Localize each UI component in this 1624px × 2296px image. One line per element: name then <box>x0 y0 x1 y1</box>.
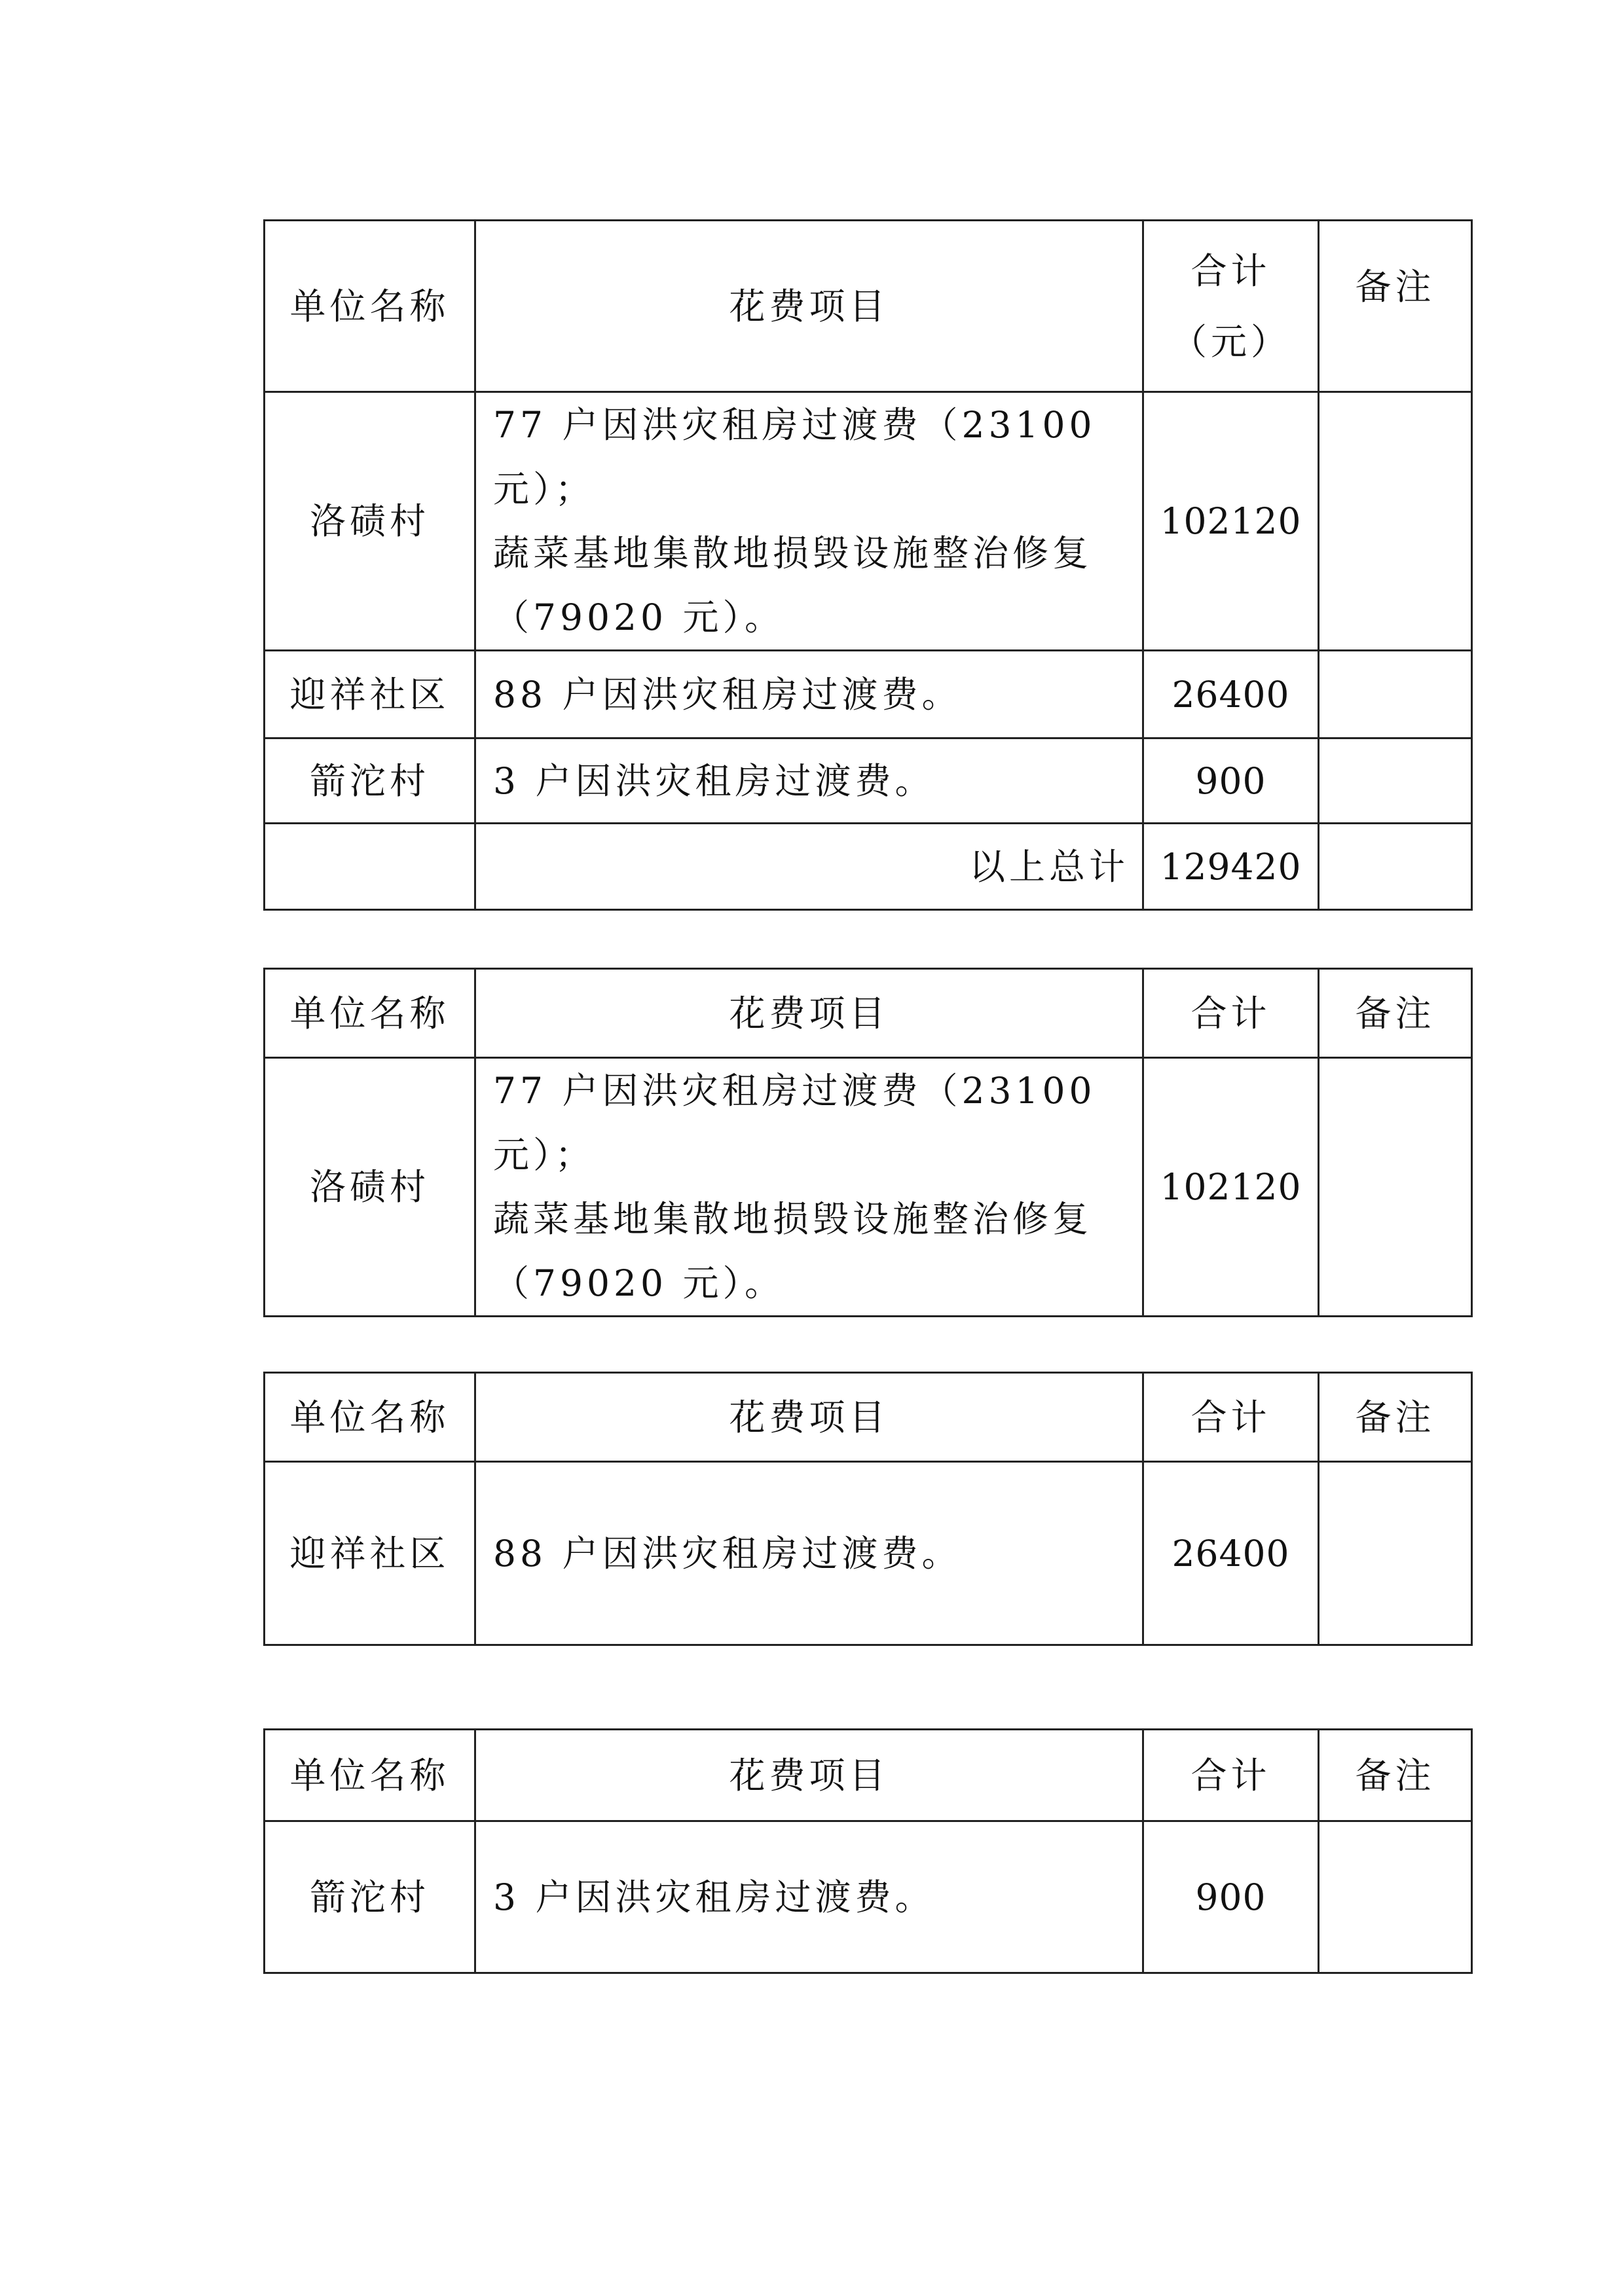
header-items: 花费项目 <box>475 1730 1143 1821</box>
total-cell: 900 <box>1143 738 1319 824</box>
header-unit: 单位名称 <box>265 1730 475 1821</box>
unit-cell: 箭沱村 <box>265 738 475 824</box>
header-total-label: 合计 <box>1190 249 1271 292</box>
items-line: 77 户因洪灾租房过渡费（23100 元）； <box>493 404 1096 510</box>
table-header-row <box>265 1730 1472 1821</box>
remark-cell <box>1319 651 1472 738</box>
unit-table <box>263 968 1473 1317</box>
header-total <box>1143 221 1319 392</box>
header-items: 花费项目 <box>475 1373 1143 1462</box>
grand-total-row <box>265 824 1472 910</box>
table-row <box>265 738 1472 824</box>
items-line: 蔬菜基地集散地损毁设施整治修复 <box>493 532 1093 574</box>
header-remark: 备注 <box>1319 969 1472 1058</box>
header-remark: 备注 <box>1319 1373 1472 1462</box>
header-total-unit: （元） <box>1170 320 1291 363</box>
header-total: 合计 <box>1143 1730 1319 1821</box>
table-header-row <box>265 1373 1472 1462</box>
header-total: 合计 <box>1143 969 1319 1058</box>
items-cell: 88 户因洪灾租房过渡费。 <box>475 1462 1143 1645</box>
total-cell: 26400 <box>1143 651 1319 738</box>
total-cell: 102120 <box>1143 1058 1319 1317</box>
header-unit: 单位名称 <box>265 221 475 392</box>
items-line: （79020 元）。 <box>493 1262 784 1304</box>
unit-cell: 迎祥社区 <box>265 651 475 738</box>
items-cell <box>475 1058 1143 1317</box>
unit-cell: 迎祥社区 <box>265 1462 475 1645</box>
table-header-row <box>265 969 1472 1058</box>
table-row <box>265 1462 1472 1645</box>
remark-cell <box>1319 1058 1472 1317</box>
items-line: 蔬菜基地集散地损毁设施整治修复 <box>493 1198 1093 1240</box>
total-cell: 102120 <box>1143 392 1319 651</box>
remark-cell <box>1319 1821 1472 1973</box>
remark-cell <box>1319 1462 1472 1645</box>
unit-cell: 箭沱村 <box>265 1821 475 1973</box>
unit-table <box>263 1728 1473 1974</box>
header-unit: 单位名称 <box>265 969 475 1058</box>
table-row <box>265 1821 1472 1973</box>
items-cell <box>475 392 1143 651</box>
header-total: 合计 <box>1143 1373 1319 1462</box>
items-cell: 3 户因洪灾租房过渡费。 <box>475 738 1143 824</box>
empty-cell <box>265 824 475 910</box>
items-cell: 3 户因洪灾租房过渡费。 <box>475 1821 1143 1973</box>
header-items: 花费项目 <box>475 969 1143 1058</box>
unit-cell: 洛碛村 <box>265 1058 475 1317</box>
table-row <box>265 651 1472 738</box>
grand-total-value: 129420 <box>1143 824 1319 910</box>
items-line: 77 户因洪灾租房过渡费（23100 元）； <box>493 1070 1096 1176</box>
table-row <box>265 392 1472 651</box>
unit-cell: 洛碛村 <box>265 392 475 651</box>
header-remark: 备注 <box>1319 1730 1472 1821</box>
remark-cell <box>1319 824 1472 910</box>
header-items: 花费项目 <box>475 221 1143 392</box>
remark-cell <box>1319 738 1472 824</box>
items-line: （79020 元）。 <box>493 596 784 638</box>
summary-table <box>263 219 1473 911</box>
header-unit: 单位名称 <box>265 1373 475 1462</box>
grand-total-label: 以上总计 <box>475 824 1143 910</box>
header-remark: 备注 <box>1319 221 1472 392</box>
items-cell: 88 户因洪灾租房过渡费。 <box>475 651 1143 738</box>
total-cell: 900 <box>1143 1821 1319 1973</box>
total-cell: 26400 <box>1143 1462 1319 1645</box>
table-row <box>265 1058 1472 1317</box>
table-header-row <box>265 221 1472 392</box>
unit-table <box>263 1372 1473 1646</box>
remark-cell <box>1319 392 1472 651</box>
